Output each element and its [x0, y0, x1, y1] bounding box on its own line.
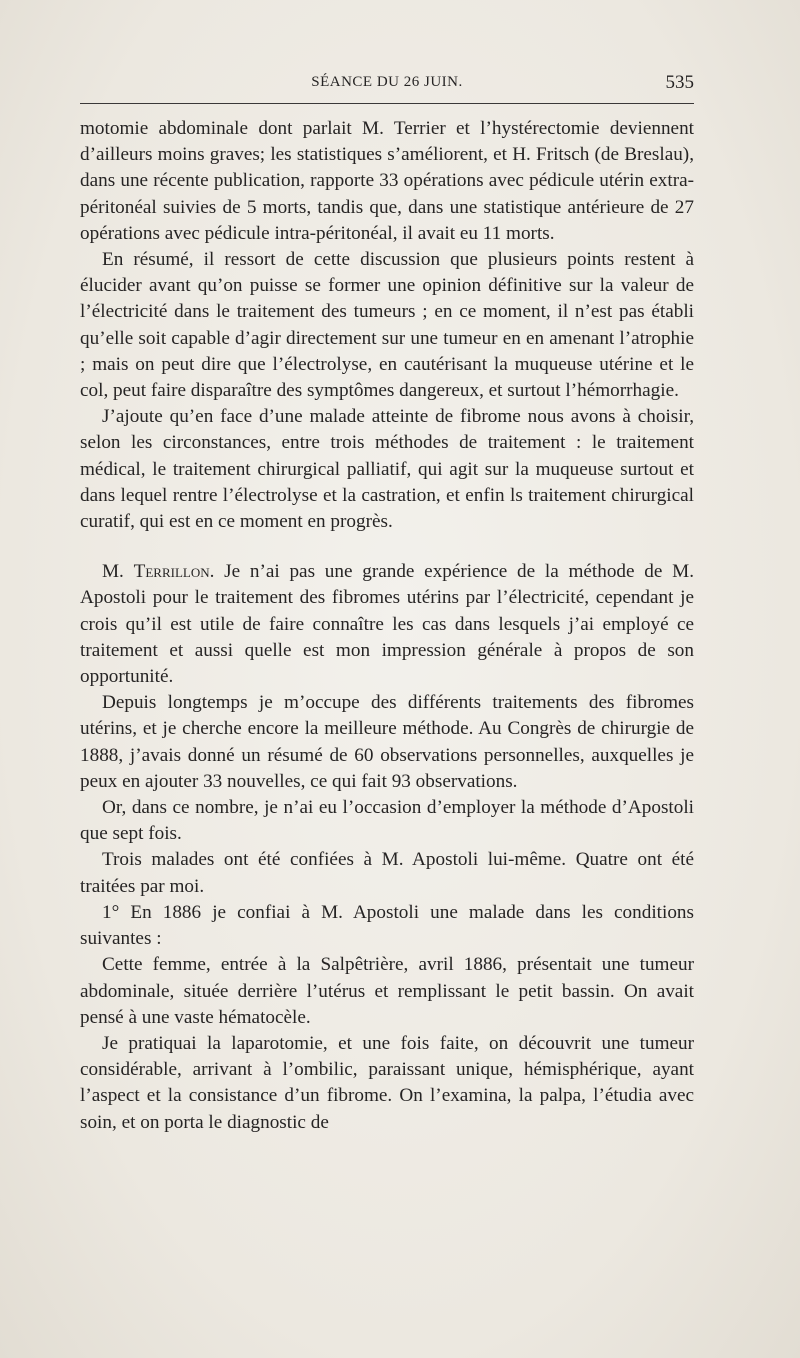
running-head	[80, 72, 694, 98]
speaker-prefix: M.	[102, 561, 134, 583]
paragraph: Or, dans ce nombre, je n’ai eu l’occasion d’employer la méthode d’Apostoli que sept fois.	[80, 797, 694, 845]
body-text	[80, 116, 694, 1136]
speaker-name: Terrillon.	[133, 561, 215, 583]
speaker-text: Je n’ai pas une grande expérience de la méthode de M. Apostoli pour le traitement des fibromes utérins par l’électricité, cependant je crois qu’il est utile de faire connaître les cas dans lesquels j’ai employé ce traitement et aussi quelle est mon impression générale à propos de son opportunité.	[80, 561, 694, 688]
page-number: 535	[665, 72, 694, 93]
paragraph: motomie abdominale dont parlait M. Terrier et l’hystérectomie deviennent d’ailleurs moins graves; les statistiques s’améliorent, et H. Fritsch (de Breslau), dans une récente publication, rapporte 33 opérations avec pédicule utérin extra-péritonéal suivies de 5 morts, tandis que, dans une statistique antérieure de 27 opérations avec pédicule intra-péritonéal, il avait eu 11 morts.	[80, 118, 694, 244]
paragraph: J’ajoute qu’en face d’une malade atteinte de fibrome nous avons à choisir, selon les circonstances, entre trois méthodes de traitement : le traitement médical, le traitement chirurgical palliatif, qui agit sur la muqueuse surtout et dans lequel rentre l’électrolyse et la castration, et enfin ls traitement chirurgical curatif, qui est en ce moment en progrès.	[80, 406, 694, 533]
paragraph: Je pratiquai la laparotomie, et une fois faite, on découvrit une tumeur considérable, arrivant à l’ombilic, paraissant unique, hémisphérique, ayant l’aspect et la consistance d’un fibrome. On l’examina, la palpa, l’étudia avec soin, et on porta le diagnostic de	[80, 1032, 694, 1133]
header-rule	[80, 103, 694, 104]
paragraph: En résumé, il ressort de cette discussion que plusieurs points restent à élucider avant qu’on puisse se former une opinion définitive sur la valeur de l’électricité dans le traitement des tumeurs ; en ce moment, il n’est pas établi qu’elle soit capable d’agir directement sur une tumeur en en amenant l’atrophie ; mais on peut dire que l’électrolyse, en cautérisant la muqueuse utérine et le col, peut faire disparaître des symptômes dangereux, et surtout l’hémorrhagie.	[80, 249, 694, 402]
paragraph: Depuis longtemps je m’occupe des différents traitements des fibromes utérins, et je cherche encore la meilleure méthode. Au Congrès de chirurgie de 1888, j’avais donné un résumé de 60 observations personnelles, auxquelles je peux en ajouter 33 nouvelles, ce qui fait 93 observations.	[80, 692, 694, 792]
speaker-paragraph	[80, 559, 694, 690]
paragraph: 1° En 1886 je confiai à M. Apostoli une malade dans les conditions suivantes :	[80, 901, 694, 950]
running-title: SÉANCE DU 26 JUIN.	[311, 74, 463, 90]
paragraph: Cette femme, entrée à la Salpêtrière, avril 1886, présentait une tumeur abdominale, située derrière l’utérus et remplissant le petit bassin. On avait pensé à une vaste hématocèle.	[80, 954, 694, 1028]
paragraph: Trois malades ont été confiées à M. Apostoli lui-même. Quatre ont été traitées par moi.	[80, 849, 694, 897]
